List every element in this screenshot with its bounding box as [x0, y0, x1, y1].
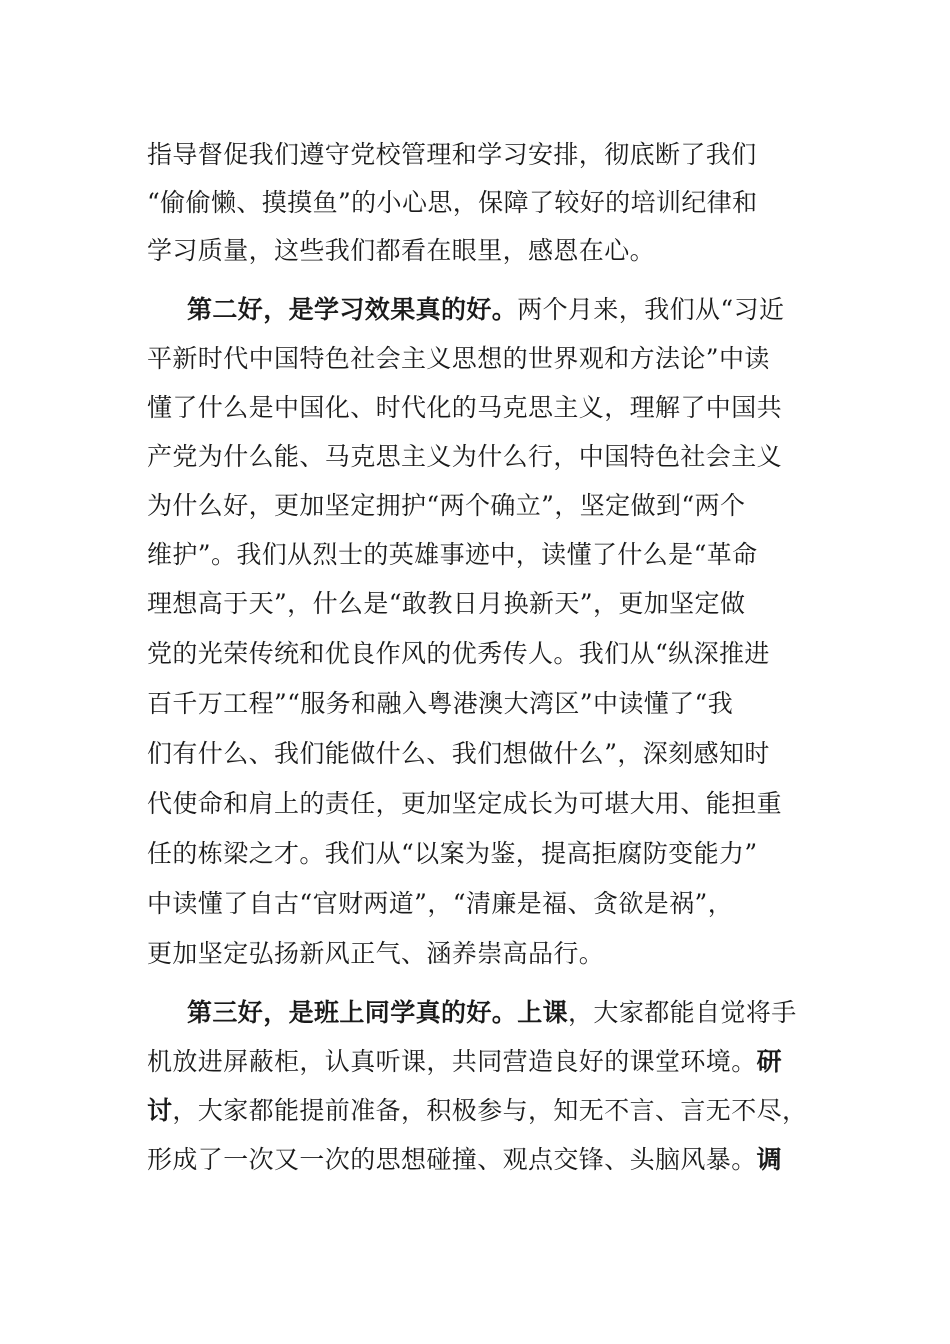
paragraph-heading: 第二好，是学习效果真的好。 [187, 295, 518, 324]
text-line: 平新时代中国特色社会主义思想的世界观和方法论”中读 [147, 344, 770, 373]
paragraph-first-line [187, 997, 797, 1029]
text-line: 代使命和肩上的责任，更加坚定成长为可堪大用、能担重 [147, 789, 783, 818]
text-line: 中读懂了自古“官财两道”，“清廉是福、贪欲是祸”， [147, 889, 734, 918]
keyword: 调 [756, 1145, 783, 1174]
text-run: ，大家都能提前准备，积极参与，知无不言、言无不尽， [172, 1096, 808, 1125]
paragraph-first-line [187, 294, 784, 326]
keyword: 讨 [147, 1096, 173, 1125]
text-line: 指导督促我们遵守党校管理和学习安排，彻底断了我们 [147, 140, 757, 169]
keyword: 上课 [517, 998, 569, 1027]
text-line [147, 1144, 782, 1176]
text-line: 更加坚定弘扬新风正气、涵养崇高品行。 [147, 939, 605, 968]
text-line: 百千万工程”“服务和融入粤港澳大湾区”中读懂了“我 [147, 689, 734, 718]
text-line: 党的光荣传统和优良作风的优秀传人。我们从“纵深推进 [147, 639, 770, 668]
text-line: 为什么好，更加坚定拥护“两个确立”，坚定做到“两个 [147, 491, 746, 520]
text-line: 任的栋梁之才。我们从“以案为鉴，提高拒腐防变能力” [147, 839, 758, 868]
text-line: 们有什么、我们能做什么、我们想做什么”，深刻感知时 [147, 739, 770, 768]
text-line [147, 1046, 782, 1078]
text-line: “偷偷懒、摸摸鱼”的小心思，保障了较好的培训纪律和 [147, 188, 758, 217]
text-line [147, 1095, 807, 1127]
text-line: 维护”。我们从烈士的英雄事迹中，读懂了什么是“革命 [147, 540, 758, 569]
paragraph-heading: 第三好，是班上同学真的好。 [187, 998, 518, 1027]
text-line: 产党为什么能、马克思主义为什么行，中国特色社会主义 [147, 442, 783, 471]
text-run: 两个月来，我们从“习近 [517, 295, 785, 324]
text-line: 学习质量，这些我们都看在眼里，感恩在心。 [147, 236, 656, 265]
keyword: 研 [756, 1047, 783, 1076]
text-line: 理想高于天”，什么是“敢教日月换新天”，更加坚定做 [147, 589, 746, 618]
text-run: ，大家都能自觉将手 [568, 998, 797, 1027]
text-run: 机放进屏蔽柜，认真听课，共同营造良好的课堂环境。 [147, 1047, 757, 1076]
text-run: 形成了一次又一次的思想碰撞、观点交锋、头脑风暴。 [147, 1145, 757, 1174]
text-line: 懂了什么是中国化、时代化的马克思主义，理解了中国共 [147, 393, 783, 422]
